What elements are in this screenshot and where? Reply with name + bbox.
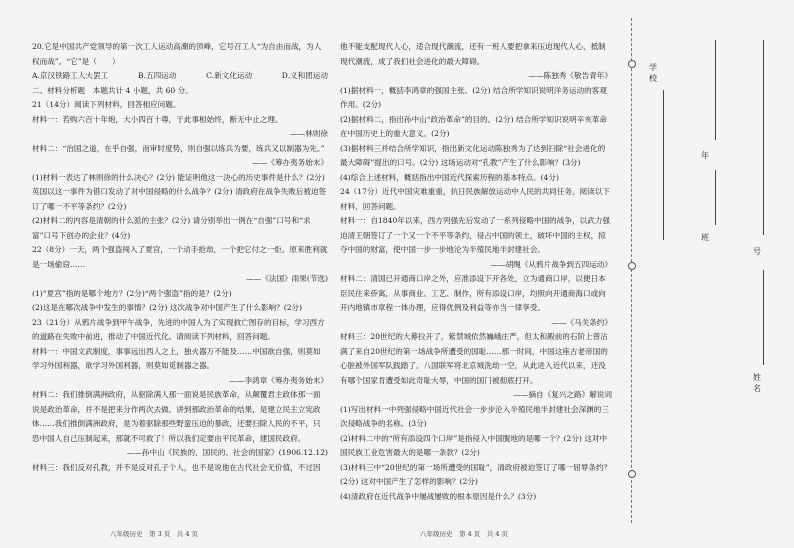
q24-sub-4: (4)清政府在近代战争中屡战屡败的根本原因是什么？(3分) — [340, 491, 537, 501]
q23-material-2-source: ——孙中山《民族的、国民的、社会的国家》(1906.12.12) — [126, 448, 328, 457]
q24-material-3-source: ——摘自《复兴之路》解说词 — [513, 390, 612, 399]
q23-material-3-continued: 他不能支配现代人心，适合现代潮流，还有一班人要把拿来压迫现代人心，抵制现代潮流，成了我们社会进化的最大障碍。 — [340, 42, 606, 66]
binding-dashed-line — [631, 18, 632, 523]
school-label: 学校 — [649, 63, 657, 83]
q21-sub-2: (2)材料二的内容是清朝的什么派的主张？(2分) 请分别举出一例在“自强”口号和“求富”口号下创办的企业？(4分) — [32, 216, 311, 240]
class-label: 班 — [701, 233, 709, 242]
binding-margin — [617, 0, 794, 548]
question-22-heading: 22（8分）一天，两个强盗闯入了夏宫，一个动手抢劫，一个把它付之一炬。原来胜利就是一场偷窃…… — [32, 245, 328, 269]
q23-material-3-source: ——陈独秀《敬告青年》 — [528, 71, 612, 80]
right-page-footer: 八年级历史 第 4 页 共 4 页 — [420, 530, 509, 538]
name-label: 姓名 — [753, 373, 761, 393]
q24-material-1: 材料一：自1840年以来，西方列强先后发动了一系列侵略中国的战争，以武力强迫清王朝签订了一个又一个不平等条约，侵占中国的领土，破坏中国的主权，掠夺中国的财富，使中国一步一步地沦为半殖民地半封建社会。 — [340, 216, 610, 254]
number-label: 号 — [753, 247, 761, 256]
q23-sub-1: (1)据材料一，概括李鸿章的强国主张。(2分) 结合所学知识说明洋务运动的客观作用。(2分) — [340, 85, 607, 109]
q24-material-1-source: ——胡绳《从鸦片战争到五四运动》 — [490, 259, 612, 269]
q24-sub-1: (1)写出材料一中列强侵略中国近代社会一步步沦入半殖民地半封建社会深渊的三次侵略战争的名称。(3分) — [340, 404, 609, 428]
q23-sub-2: (2)据材料二，指出孙中山“政治革命”的目的。(2分) 结合所学知识说明辛亥革命在中国历史上的重大意义。(2分) — [340, 114, 608, 138]
question-20-options — [32, 69, 328, 84]
grade-field[interactable] — [715, 40, 716, 140]
q24-material-2-source: ——《马关条约》 — [551, 317, 612, 327]
q23-material-1: 材料一：中国文武制度，事事远出西人之上，独火器万不能及……中国欲自强，则莫如学习外国利器，欲学习外国利器，则莫如觅制器之器。 — [32, 346, 321, 370]
right-page — [340, 40, 612, 504]
class-field[interactable] — [715, 170, 716, 225]
school-field[interactable] — [663, 90, 664, 240]
option-d: D.义和团运动 — [281, 71, 328, 80]
question-20: 20.它是中国共产党领导的第一次工人运动高潮的顶峰，它号召工人“为自由而战，为人权而战”。“它”是（ ） — [32, 42, 322, 66]
question-23-heading: 23（21分）从鸦片战争到甲午战争，先进的中国人为了实现救亡图存的目标，学习西方的道路在失败中前进，推动了中国近代化。请阅读下列材料，回答问题。 — [32, 317, 325, 341]
q22-sub-1: (1)“夏宫”指的是哪个地方？(2分)“两个强盗”指的是？(2分) — [32, 288, 232, 298]
binding-hole-mark — [628, 60, 636, 68]
q24-material-3: 材料三：20世纪的大幕拉开了，紫禁城依然巍峨庄严，但太和殿前的石阶上曾沾满了来自20世纪的第一场战争所遭受的国耻……那一时间，中国这座古老帝国的心脏被外国军队践踏了。八国联军将北京城洗劫一空，从此进入近代以来，还没有哪个国家肯遭受如此奇耻大辱，中国的国门被彻底打开。 — [340, 332, 608, 385]
q21-material-1-source: ——林则徐 — [290, 129, 328, 138]
left-page-footer: 八年级历史 第 3 页 共 4 页 — [110, 530, 199, 538]
q24-sub-3: (3)材料三中“20世纪的第一场所遭受的国耻”，清政府被迫签订了哪一屈辱条约？(2分) 这对中国产生了怎样的影响？(2分) — [340, 462, 612, 486]
q23-material-2: 材料二：我们推倒满洲政府，从驱除满人那一面说是民族革命，从颠覆君主政体那一面说是政治革命，并不是把来分作两次去做。讲到那政治革命的结果，是建立民主立宪政体……我们推倒满洲政府，是为着驱除那些野蛮压迫的暴政，还要扫除人民的不平，只恐中国人自己压制起来，那就不可救了！所以我们定要由平民革命，建国民政府。 — [32, 390, 321, 443]
q21-sub-1: (1)材料一表达了林则徐的什么决心？(2分) 能证明他这一决心的历史事件是什么？(2分) 英国以这一事件为借口发动了对中国侵略的什么战争？(2分) 清政府在战争失败后被迫签订了哪一不平等条约？(2分) — [32, 172, 327, 211]
q23-material-3: 材料三：我们反对孔教，并不是反对孔子个人，也不是说他在古代社会无价值，不过因 — [32, 462, 321, 472]
question-21-heading: 21（14分）阅读下列材料，回答相应问题。 — [32, 100, 181, 109]
q23-material-1-source: ——李鸿章《筹办夷务始末》 — [229, 375, 328, 385]
number-field[interactable] — [763, 40, 764, 235]
q21-material-2: 材料二：“治国之道，在乎自强，而审时度势，则自强以练兵为要，练兵又以制器为先。” — [32, 143, 325, 153]
q21-material-2-source: ——《筹办夷务始末》 — [252, 158, 328, 167]
q24-material-2: 材料二：清国已开通商口岸之外，应准添设下开各处，立为通商口岸，以便日本臣民往来侨寓，从事商业、工艺、制作，所有添设口岸，均照向开通商海口或向开内地镇市章程一体办理，应得优例及利益等亦当一律享受。 — [340, 274, 606, 312]
left-page — [32, 40, 328, 475]
q22-source: ——《法国》雨果(节选) — [246, 274, 328, 283]
binding-hole-mark — [628, 470, 636, 478]
grade-label: 年 — [701, 151, 709, 160]
option-a: A.京汉铁路工人大罢工 — [32, 71, 109, 80]
name-field[interactable] — [763, 270, 764, 365]
q23-sub-3: (3)据材料三并结合所学知识，指出新文化运动陈独秀为了达到扫除“社会进化的最大障碍”提出的口号。(2分) 这场运动对“孔教”产生了什么影响？(3分) — [340, 143, 606, 167]
section-2-heading: 二、材料分析题 本题共计 4 小题，共 60 分。 — [32, 85, 193, 95]
option-c: C.新文化运动 — [206, 71, 253, 80]
q24-sub-2: (2)材料二中的“所有添设四个口岸”是指侵入中国腹地的是哪一个？(2分) 这对中国民族工业危害最大的是哪一条款？(2分) — [340, 433, 608, 457]
q21-material-1: 材料一：若购六百十年炮，大小四百十尊，于此事相始终，断无中止之理。 — [32, 114, 283, 124]
binding-hole-mark — [628, 262, 636, 270]
q22-sub-2: (2)这是在哪次战争中发生的事情？(2分) 这次战争对中国产生了什么影响？(2分) — [32, 303, 303, 312]
option-b: B.五四运动 — [138, 71, 177, 80]
q23-sub-4: (4)综合上述材料，概括指出中国近代探索历程的基本特点。(4分) — [340, 172, 559, 182]
question-24-heading: 24（17分）近代中国灾难重重，抗日民族解放运动中人民的共同任务。阅读以下材料，回答问题。 — [340, 187, 610, 211]
